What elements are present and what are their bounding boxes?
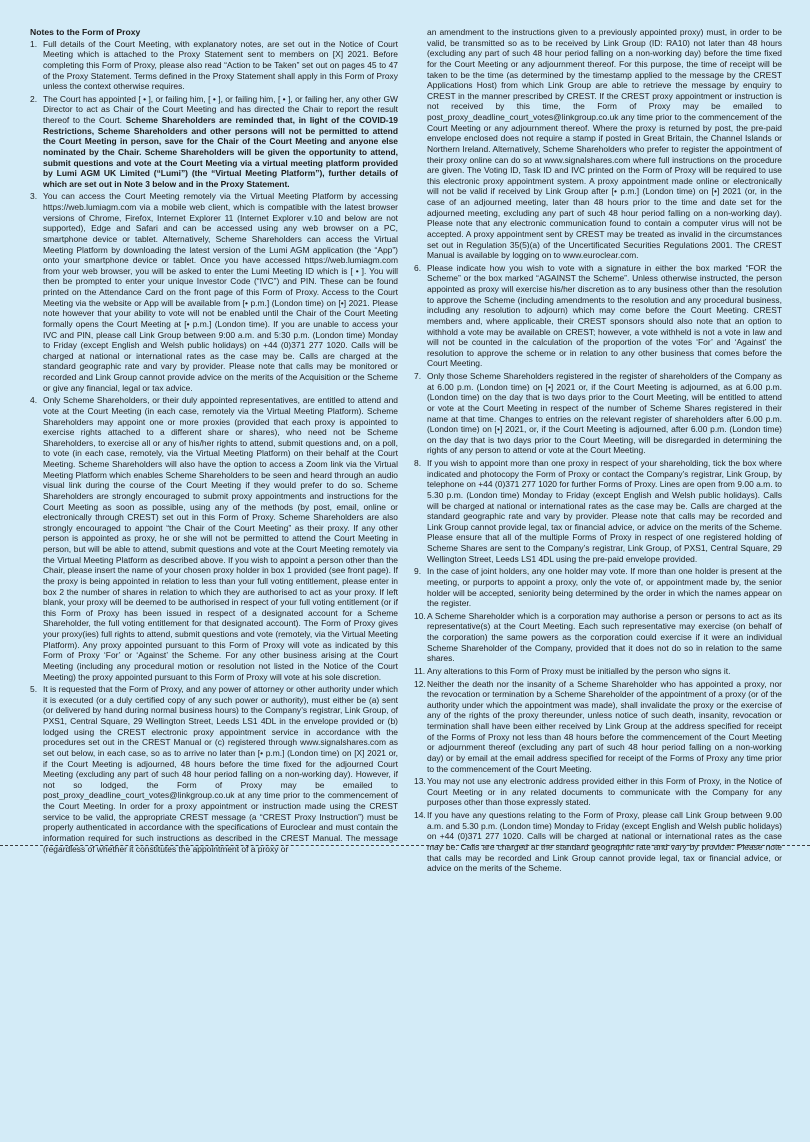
note-text: Only Scheme Shareholders, or their duly appointed representatives, are entitled to attend and vote at the Court Meeting (in each case, remotely via the Virtual Meeting Platform). Scheme Shareholders may appoint one or more proxies (provided that each proxy is appointed to exercise rights attached to a different share or shares), who need not be Scheme Shareholders, to exercise all or any of his/her rights to attend, submit questions and, on a poll, to vote (in each case, remotely, via the Virtual Meeting Platform) on their behalf at the Court Meeting. Scheme Shareholders will also have the option to access a Zoom link via the Virtual Meeting Platform which enables Scheme Shareholders to be seen and heard through an audio visual link during the course of the Court Meeting if they would prefer to do so. Scheme Shareholders are strongly encouraged to submit proxy appointments and instructions for the Court Meeting as soon as possible, using any of the methods (by post, email, online or electronically through CREST) set out in this Form of Proxy. Scheme Shareholders are also strongly encouraged to appoint “the Chair of the Court Meeting” as their proxy. If any other person is appointed as proxy, he or she will not be permitted to attend the Court Meeting in person, but will be able to attend, submit questions and vote at the Court Meeting remotely via the Virtual Meeting Platform as described above. If you wish to appoint a person other than the Chair, please insert the name of your chosen proxy holder in box 1 provided (see front page). If the proxy is being appointed in relation to less than your full voting entitlement, please enter in box 2 the number of shares in relation to which they are authorised to act as your proxy. If left blank, your proxy will be deemed to be authorised in respect of your full voting entitlement (or if this Form of Proxy has been issued in respect of a designated account for a Scheme Shareholder, the full voting entitlement for that designated account). The Form of Proxy gives your proxy(ies) full rights to attend, submit questions and vote (remotely, via the Virtual Meeting Platform). Any proxy appointed pursuant to this Form of Proxy will vote as indicated by this Form of Proxy ‘For’ or ‘Against’ the Scheme. For any other business arising at the Court Meeting (including any procedural motion or resolution not listed in the Notice of the Court Meeting) the proxy appointed pursuant to this Form of Proxy will vote at his sole discretion. (43, 395, 398, 682)
note-text: Only those Scheme Shareholders registered in the register of shareholders of the Company as at 6.00 p.m. (London time) on [•] 2021 or, if the Court Meeting is adjourned, as at 6.00 p.m. (London time) on the day that is two days prior to the Court Meeting, will be entitled to attend or vote at the Court Meeting in respect of the number of Scheme Shares registered in their name at that time. Changes to entries on the relevant register of shareholders after 6.00 p.m. (London time) on [•] 2021, or, if the Court Meeting is adjourned, after 6.00 p.m. (London time) on the day that is two days prior to the Court Meeting, will be disregarded in determining the rights of any person to attend or vote at the Court Meeting. (427, 371, 782, 456)
note-text: Full details of the Court Meeting, with explanatory notes, are set out in the Notice of Court Meeting which is attached to the Proxy Statement sent to members on [X] 2021. Before completing this Form of Proxy, please also read “Action to be Taken” set out on pages 45 to 47 of the Proxy Statement. Terms defined in the Proxy Statement shall apply in this Form of Proxy unless the context otherwise requires. (43, 38, 398, 92)
note-text: A Scheme Shareholder which is a corporation may authorise a person or persons to act as its representative(s) at the Court Meeting. Each such representative may exercise (on behalf of the corporation) the same powers as the corporation could exercise if it were an individual Scheme Shareholder of the Company, provided that it does not do so in relation to the same shares. (427, 610, 782, 664)
note-number: 1. (30, 38, 38, 49)
note-item (30, 94, 398, 190)
notes-list-left (30, 39, 398, 855)
note-number: 14. (414, 810, 426, 820)
note-number: 7. (414, 371, 422, 381)
note-text: The Court has appointed [ • ], or failing him, [ • ], or failing him, [ • ], or failing her, any other GW Director to act as Chair of the Court Meeting and has directed the Chair to report the result thereof to the Court. (43, 93, 398, 125)
note-text: It is requested that the Form of Proxy, and any power of attorney or other authority under which it is executed (or a duly certified copy of any such power or authority), must either be (a) sent (or delivered by hand during normal business hours) to the Company’s registrar, Link Group, of PXS1, Central Square, 29 Wellington Street, Leeds LS1 4DL in the envelope provided or (b) lodged using the CREST electronic proxy appointment service in accordance with the procedures set out in the CREST Manual or (c) registered through www.signalshares.com as set out below, in each case, so as to arrive no later than [• p.m.] (London time) on [X] 2021 or, if the Court Meeting is adjourned, 48 hours before the time fixed for the adjourned Court Meeting (excluding any part of such 48 hour period falling on a non-working day). However, if not so lodged, the Form of Proxy may be emailed to post_proxy_deadline_court_votes@linkgroup.co.uk at any time prior to the commencement of the Court Meeting. In order for a proxy appointment or instruction made using the CREST service to be valid, the appropriate CREST message (a “CREST Proxy Instruction”) must be properly authenticated in accordance with the specifications of Euroclear and must contain the information required for such instructions as described in the CREST Manual. The message (regardless of whether it constitutes the appointment of a proxy or (43, 684, 398, 854)
note-number: 9. (414, 566, 422, 577)
note-item (30, 684, 398, 854)
note-number: 11. (414, 665, 426, 676)
note-text: You can access the Court Meeting remotely via the Virtual Meeting Platform by accessing https://web.lumiagm.com via a mobile web client, which is compatible with the latest browser versions of Chrome, Firefox, Internet Explorer 11 (Internet Explorer v.10 and below are not supported), Edge and Safari and can be accessed using any web browser on a PC, smartphone device or tablet. Alternatively, Scheme Shareholders can access the Virtual Meeting Platform by downloading the latest version of the Lumi AGM application (the “App”) onto your smartphone device or tablet. Once you have accessed https://web.lumiagm.com from your web browser, you will be asked to enter the Lumi Meeting ID which is [ • ]. You will then be prompted to enter your unique Investor Code (“IVC”) and PIN. These can be found printed on the Attendance Card on the front page of this Form of Proxy. Access to the Court Meeting via the website or App will be available from [• p.m.] (London time) on [•] 2021. Please note however that your ability to vote will not be enabled until the Chair of the Court Meeting formally opens the Court Meeting at [• p.m.] (London time). If you are unable to access your IVC and PIN, please call Link Group between 9:00 a.m. and 5:30 p.m. (London time) Monday to Friday (except English and Welsh public holidays) on +44 (0)371 277 1020. Calls will be charged at national or international rates as the case may be. Calls are charged at the standard geographic rate and vary by provider. Please note that calls may be monitored or recorded and Link Group cannot provide advice on the merits of the Acquisition or the Scheme or give any financial, legal or tax advice. (43, 191, 398, 393)
note-number: 5. (30, 684, 38, 695)
note-item (30, 395, 398, 682)
note-text: Please indicate how you wish to vote with a signature in either the box marked “FOR the Scheme” or the box marked “AGAINST the Scheme”. Unless otherwise instructed, the person appointed as proxy will exercise his/her discretion as to any business other than the resolution to approve the Scheme (including amendments to the resolution and any procedural business, including any resolution to adjourn) which may come before the Court Meeting. CREST members and, where applicable, their CREST sponsors should also note that an option to withhold a vote may be available on CREST; however, a vote withheld is not a vote in law and will not be counted in the calculation of the proportion of the votes ‘For’ and ‘Against’ the resolution to approve the scheme or in relation to any other business that comes before the Court Meeting. (427, 262, 782, 369)
note-item (414, 666, 782, 677)
notes-list-right (414, 263, 782, 874)
note-text: an amendment to the instructions given to a previously appointed proxy) must, in order to be valid, be transmitted so as to be received by Link Group (ID: RA10) not later than 48 hours (excluding any part of such 48 hour period falling on a non-working day) before the time fixed for the Court Meeting or any adjournment thereof. For this purpose, the time of receipt will be taken to be the time (as determined by the timestamp applied to the message by the CREST Applications Host) from which Link Group are able to retrieve the message by enquiry to CREST in the manner prescribed by CREST. If the CREST proxy appointment or instruction is not received by this time, the Form of Proxy may be emailed to post_proxy_deadline_court_votes@linkgroup.co.uk any time prior to the commencement of the Court Meeting or any adjournment thereof. Where the proxy is returned by post, the pre-paid envelope enclosed does not require a stamp if posted in Great Britain, the Channel Islands or Northern Ireland. Alternatively, Scheme Shareholders who prefer to register the appointment of their proxy online can do so at www.signalshares.com where full instructions on the procedure are given. The Voting ID, Task ID and IVC printed on the Form of Proxy will be required to use this electronic proxy appointment system. A proxy appointment made online or electronically will not be valid if received by Link Group after [• p.m.] (London time) on [•] 2021 (or, in the case of an adjourned meeting, later than 48 hours prior to the time and date set for the adjourned meeting, excluding any part of such 48 hour period falling on a non-working day). Please note that any electronic communication found to contain a computer virus will not be accepted. A proxy appointment sent by CREST may be treated as invalid in the circumstances set out in Regulation 35(5)(a) of the Uncertificated Securities Regulations 2001. The CREST Manual is available by logging on to www.euroclear.com. (427, 27, 782, 261)
note-number: 12. (414, 678, 426, 689)
notes-heading: Notes to the Form of Proxy (30, 27, 141, 37)
note-item (414, 371, 782, 456)
note-number: 3. (30, 191, 38, 202)
note-text: Neither the death nor the insanity of a Scheme Shareholder who has appointed a proxy, nor the revocation or termination by a Scheme Shareholder of the appointment of a proxy (or of the authority under which the appointment was made), shall invalidate the proxy or the exercise of any of the rights of the proxy thereunder, unless notice of such death, insanity, revocation or termination shall have been either received by Link Group at the address specified for receipt of the Forms of Proxy not less than 48 hours before the commencement of the Court Meeting or adjournment thereof (excluding any part of such 48 hour period falling on a non-working day) or by email at the email address specified for receipt of the Forms of Proxy any time prior to the commencement of the Court Meeting. (427, 678, 782, 774)
note-item (414, 566, 782, 609)
note-number: 4. (30, 395, 38, 406)
note-text: You may not use any electronic address provided either in this Form of Proxy, in the Notice of Court Meeting or in any related documents to communicate with the Company for any purposes other than those expressly stated. (427, 776, 782, 808)
note-number: 10. (414, 610, 426, 621)
note-item (414, 776, 782, 808)
note-item (414, 810, 782, 874)
perforation-cut-line (0, 845, 810, 846)
left-column (30, 27, 398, 856)
note-number: 2. (30, 93, 38, 104)
note-item (414, 458, 782, 564)
note-item (30, 191, 398, 393)
note-number: 6. (414, 262, 422, 273)
note-text: If you have any questions relating to the Form of Proxy, please call Link Group between 9.00 a.m. and 5.30 p.m. (London time) Monday to Friday (except English and Welsh public holidays) on +44 (0)371 277 1020. Calls will be charged at national or international rates as the case may be. Calls are charged at the standard geographic rate and vary by provider. Please note that calls may be recorded and Link Group cannot provide legal, tax or financial advice, or advice on the merits of the Scheme. (427, 810, 782, 874)
note-text: In the case of joint holders, any one holder may vote. If more than one holder is present at the meeting, or purports to appoint a proxy, only the vote of, or appointment made by, the senior holder will be accepted, seniority being determined by the order in which the names appear on the register. (427, 566, 782, 609)
note-item (414, 679, 782, 775)
note-text: Any alterations to this Form of Proxy must be initialled by the person who signs it. (427, 665, 731, 676)
note-item (414, 263, 782, 369)
note-item (414, 611, 782, 664)
note-bold-text: Scheme Shareholders are reminded that, in light of the COVID-19 Restrictions, Scheme Shareholders and other persons will not be permitted to attend the Court Meeting in person, save for the Chair of the Court Meeting and anyone else nominated by the Chair. Scheme Shareholders will be given the opportunity to attend, submit questions and vote at the Court Meeting via a virtual meeting platform provided by Lumi AGM UK Limited (“Lumi”) (the “Virtual Meeting Platform”), further details of which are set out in Note 3 below and in the Proxy Statement. (43, 115, 398, 189)
right-column (414, 27, 782, 876)
note-number: 8. (414, 458, 422, 468)
note-item (30, 39, 398, 92)
note-number: 13. (414, 776, 426, 787)
note-text: If you wish to appoint more than one proxy in respect of your shareholding, tick the box where indicated and photocopy the Form of Proxy or contact the Company’s registrar, Link Group, by telephone on +44 (0)371 277 1020 for further Forms of Proxy. Lines are open from 9.00 a.m. to 5.30 p.m. (London time) Monday to Friday (except English and Welsh public holidays). Calls will be charged at national or international rates as the case may be. Calls are charged at the standard geographic rate and vary by provider. Please note that calls may be recorded and Link Group cannot provide legal, tax or financial advice, or advice on the merits of the Scheme. Please ensure that all of the multiple Forms of Proxy in respect of one registered holding of Scheme Shares are sent to the Company’s registrar, Link Group, of PXS1, Central Square, 29 Wellington Street, Leeds LS1 4DL using the pre-paid envelope provided. (427, 458, 782, 564)
note-continuation (414, 27, 782, 261)
